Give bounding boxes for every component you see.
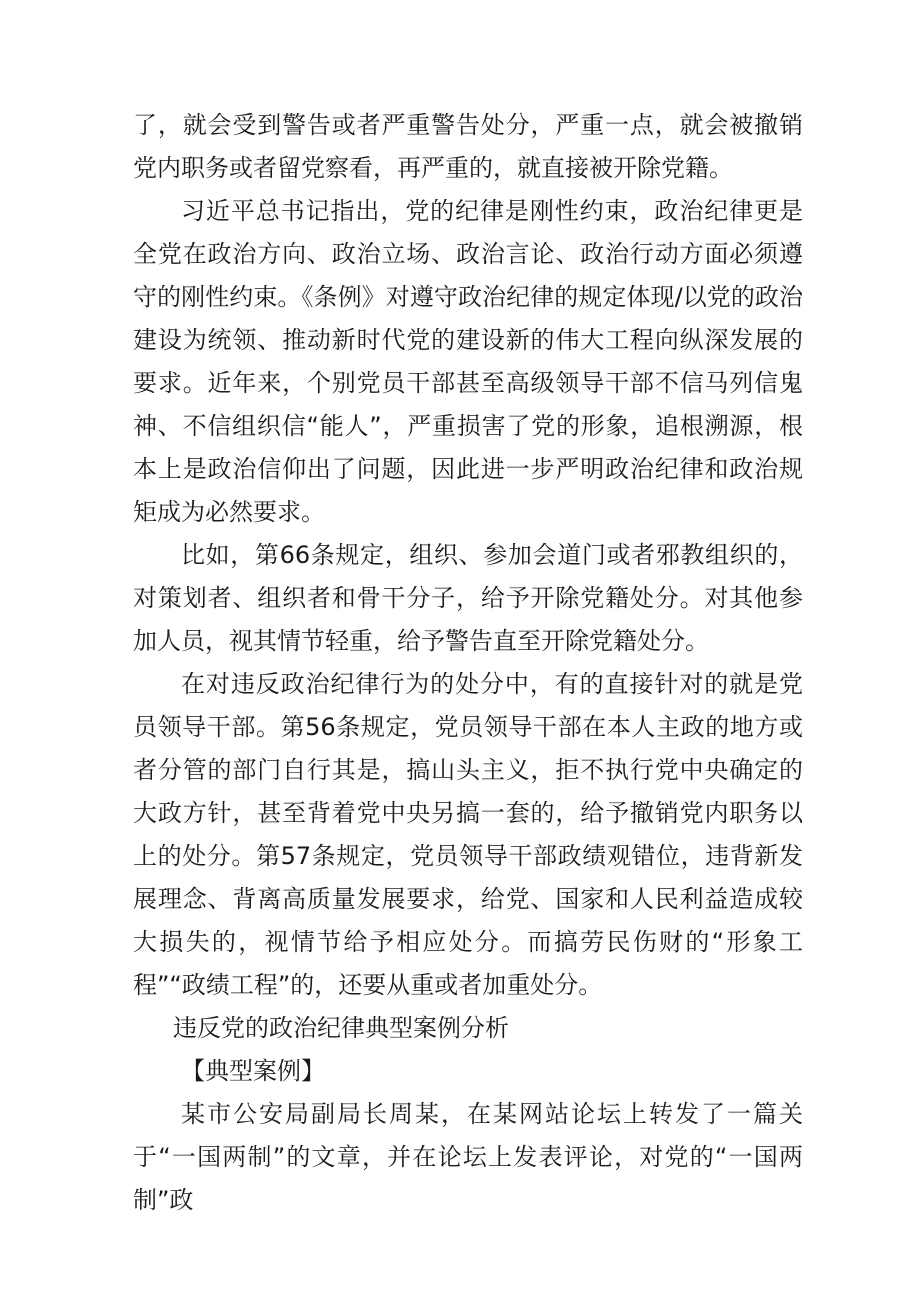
paragraph-article-66: 比如，第66条规定，组织、参加会道门或者邪教组织的，对策划者、组织者和骨干分子，给予开除党籍处分。对其他参加人员，视其情节轻重，给予警告直至开除党籍处分。	[133, 541, 803, 655]
paragraph-leading-cadres: 在对违反政治纪律行为的处分中，有的直接针对的就是党员领导干部。第56条规定，党员领导干部在本人主政的地方或者分管的部门自行其是，搞山头主义，拒不执行党中央确定的大政方针，甚至背着党中央另搞一套的，给予撤销党内职务以上的处分。第57条规定，党员领导干部政绩观错位，违背新发展理念、背离高质量发展要求，给党、国家和人民利益造成较大损失的，视情节给予相应处分。而搞劳民伤财的“形象工程”“政绩工程”的，还要从重或者加重处分。	[133, 670, 803, 999]
paragraph-political-discipline: 习近平总书记指出，党的纪律是刚性约束，政治纪律更是全党在政治方向、政治立场、政治言论、政治行动方面必须遵守的刚性约束。《条例》对遵守政治纪律的规定体现/以党的政治建设为统领、推动新时代党的建设新的伟大工程向纵深发展的要求。近年来，个别党员干部甚至高级领导干部不信马列信鬼神、不信组织信“能人”，严重损害了党的形象，追根溯源，根本上是政治信仰出了问题，因此进一步严明政治纪律和政治规矩成为必然要求。	[133, 197, 803, 526]
paragraph-case-text: 某市公安局副局长周某，在某网站论坛上转发了一篇关于“一国两制”的文章，并在论坛上发表评论，对党的“一国两制”政	[133, 1100, 803, 1214]
paragraph-continuation: 了，就会受到警告或者严重警告处分，严重一点，就会被撤销党内职务或者留党察看，再严重的，就直接被开除党籍。	[133, 111, 803, 182]
case-label: 【典型案例】	[181, 1057, 325, 1085]
section-heading: 违反党的政治纪律典型案例分析	[173, 1014, 509, 1042]
document-body	[133, 104, 803, 1222]
